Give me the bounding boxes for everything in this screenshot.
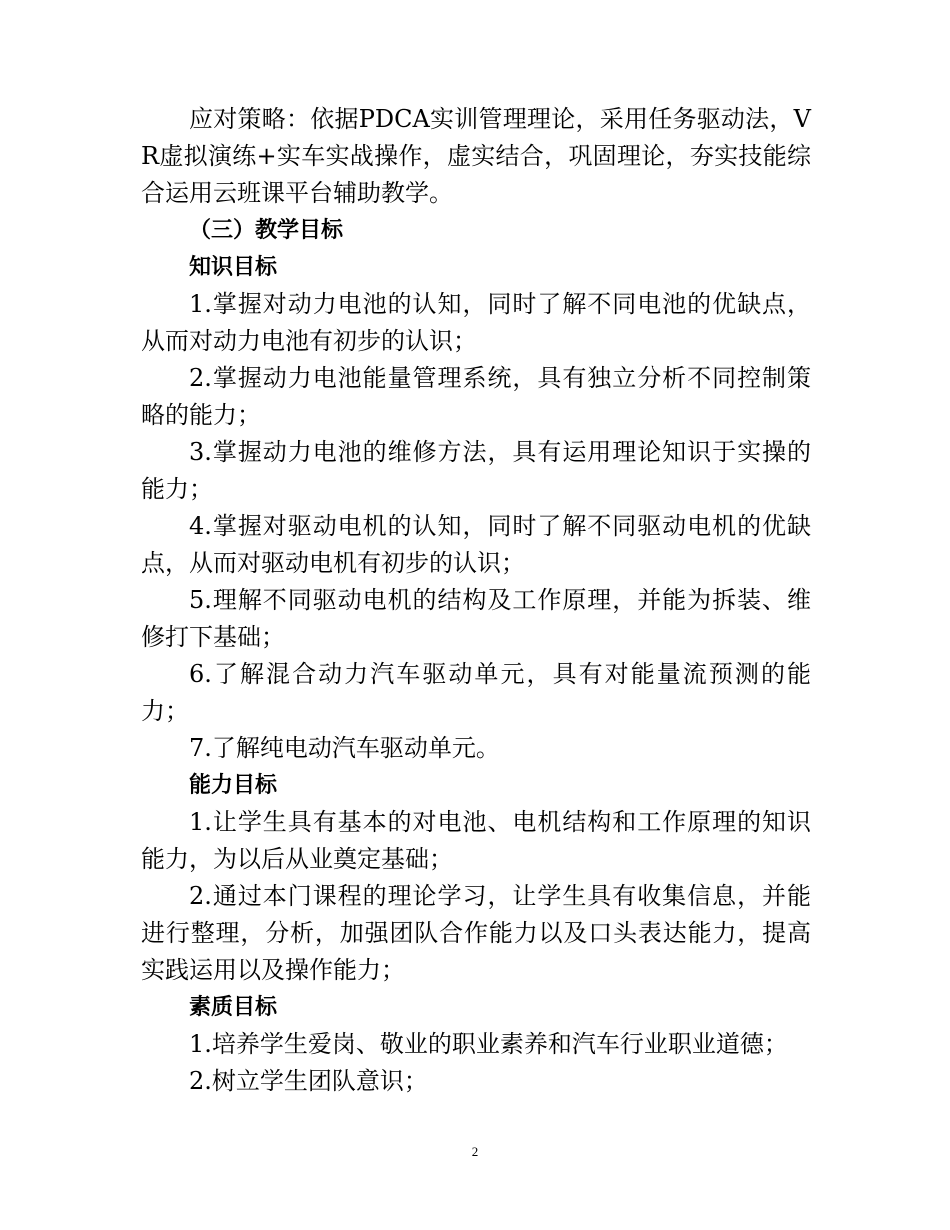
page-number: 2: [471, 1144, 479, 1159]
knowledge-item: 1.掌握对动力电池的认知，同时了解不同电池的优缺点，从而对动力电池有初步的认识；: [141, 290, 811, 355]
knowledge-item: 6.了解混合动力汽车驱动单元，具有对能量流预测的能力；: [141, 660, 811, 725]
knowledge-objectives-heading: 知识目标: [189, 255, 278, 280]
knowledge-item: 4.掌握对驱动电机的认知，同时了解不同驱动电机的优缺点，从而对驱动电机有初步的认识；: [141, 512, 811, 577]
knowledge-item: 7.了解纯电动汽车驱动单元。: [189, 734, 500, 762]
strategy-paragraph: 应对策略：依据PDCA实训管理理论，采用任务驱动法，VR虚拟演练+实车实战操作，虚实结合，巩固理论，夯实技能综合运用云班课平台辅助教学。: [141, 105, 811, 207]
knowledge-item: 2.掌握动力电池能量管理系统，具有独立分析不同控制策略的能力；: [141, 364, 811, 429]
ability-objectives-heading: 能力目标: [189, 773, 278, 798]
quality-objectives-heading: 素质目标: [189, 995, 278, 1020]
knowledge-item: 3.掌握动力电池的维修方法，具有运用理论知识于实操的能力；: [141, 438, 811, 503]
quality-item: 2.树立学生团队意识；: [189, 1067, 428, 1095]
ability-item: 1.让学生具有基本的对电池、电机结构和工作原理的知识能力，为以后从业奠定基础；: [141, 808, 811, 873]
knowledge-item: 5.理解不同驱动电机的结构及工作原理，并能为拆装、维修打下基础；: [141, 586, 811, 651]
quality-item: 1.培养学生爱岗、敬业的职业素养和汽车行业职业道德；: [189, 1030, 788, 1058]
ability-item: 2.通过本门课程的理论学习，让学生具有收集信息，并能进行整理，分析，加强团队合作能力以及口头表达能力，提高实践运用以及操作能力；: [141, 882, 811, 984]
document-body: [141, 101, 811, 1100]
section-heading-teaching-objectives: （三）教学目标: [189, 218, 344, 243]
